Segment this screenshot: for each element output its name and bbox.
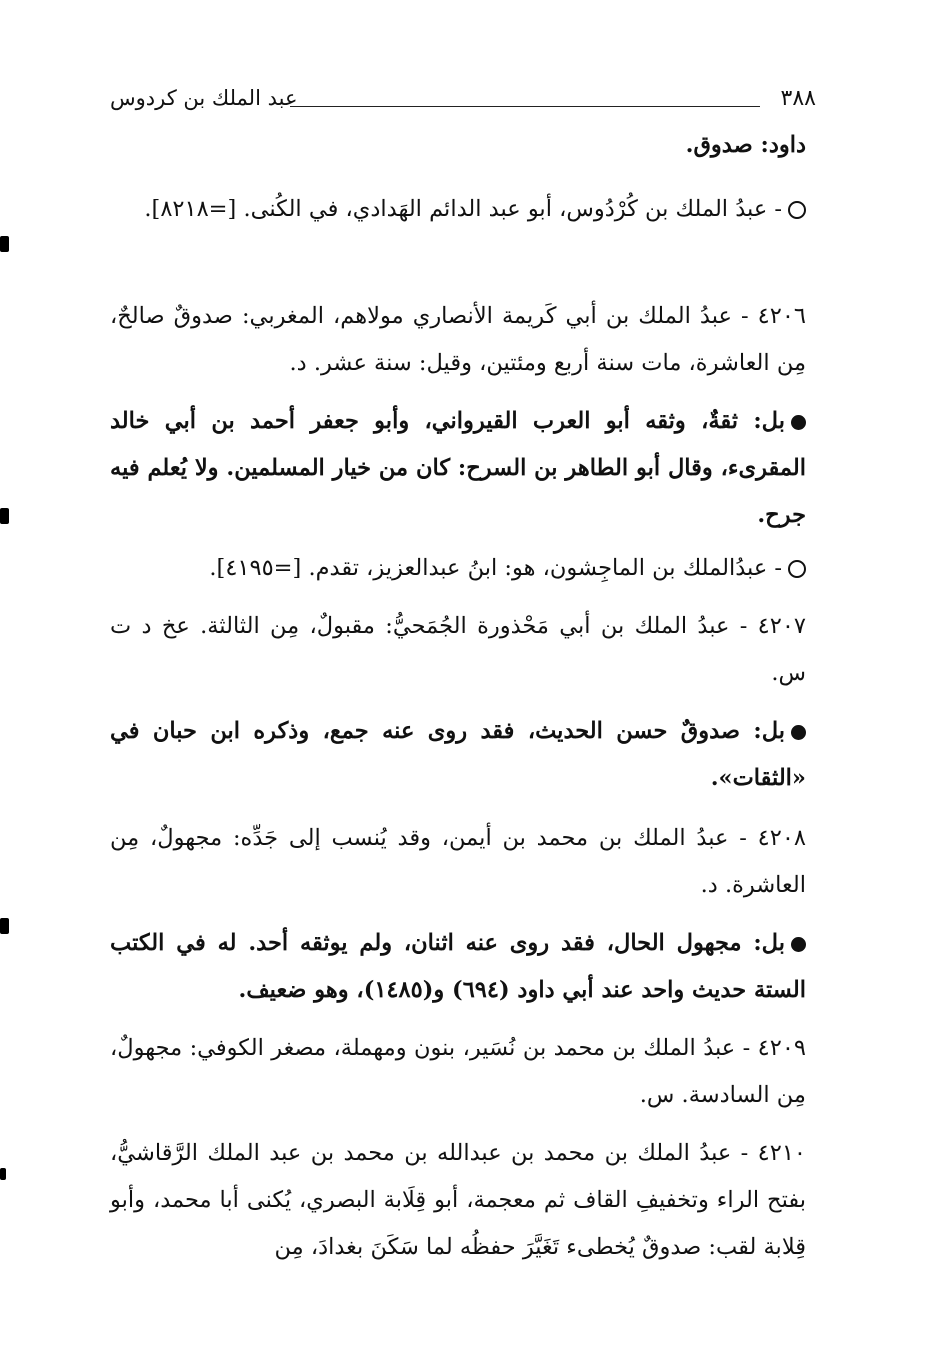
continued-text: داود: صدوق. <box>685 132 806 158</box>
filled-circle-icon <box>791 725 806 740</box>
scan-edge-mark <box>0 508 9 524</box>
comment-text: بل: ثقةٌ، وثقه أبو العرب القيرواني، وأبو جعفر أحمد بن أبي خالد المقرىء، وقال أبو الطاهر بن السرح: كان من خيار المسلمين. ولا يُعلم فيه جرح. <box>110 408 806 528</box>
comment-4207 <box>110 708 806 802</box>
entry-text: ٤٢٠٦ - عبدُ الملك بن أبي كَريمة الأنصاري مولاهم، المغربي: صدوقٌ صالحٌ، مِن العاشرة، مات سنة أربع ومئتين، وقيل: سنة عشر. د. <box>110 303 806 376</box>
page-number: ٣٨٨ <box>780 86 816 111</box>
open-circle-icon <box>788 560 806 578</box>
open-circle-icon <box>788 201 806 219</box>
scan-edge-mark <box>0 236 9 252</box>
scan-edge-mark <box>0 1168 6 1180</box>
comment-4206 <box>110 398 806 539</box>
entry-4207 <box>110 603 806 697</box>
entry-text: ٤٢٠٩ - عبدُ الملك بن محمد بن نُسَير، بنون ومهملة، مصغر الكوفي: مجهولٌ، مِن السادسة. س. <box>110 1035 806 1108</box>
entry-4210 <box>110 1130 806 1271</box>
comment-4208 <box>110 920 806 1014</box>
cross-reference-kurdus <box>110 186 806 233</box>
cross-reference-text: - عبدُ الملك بن كُرْدُوس، أبو عبد الدائم الهَدادي، في الكُنى. [=٨٢١٨]. <box>144 196 782 222</box>
running-title: عبد الملك بن كردوس <box>110 86 298 110</box>
entry-4208 <box>110 815 806 909</box>
filled-circle-icon <box>791 415 806 430</box>
entry-text: ٤٢١٠ - عبدُ الملك بن محمد بن عبدالله بن محمد بن عبد الملك الرَّقاشيُّ، بفتح الراء وتخفيفِ القاف ثم معجمة، أبو قِلَابة البصري، يُكنى أبا محمد، وأبو قِلابة لقب: صدوقٌ يُخطىء تَغَيَّرَ حفظُه لما سَكَنَ بغدادَ، مِن <box>110 1140 806 1260</box>
comment-text: بل: مجهول الحال، فقد روى عنه اثنان، ولم يوثقه أحد. له في الكتب الستة حديث واحد عند أبي داود (٦٩٤) و(١٤٨٥)، وهو ضعيف. <box>110 930 806 1003</box>
entry-4206 <box>110 293 806 387</box>
entry-text: ٤٢٠٧ - عبدُ الملك بن أبي مَحْذورة الجُمَحيُّ: مقبولٌ، مِن الثالثة. عخ د ت س. <box>110 613 806 686</box>
comment-text: بل: صدوقٌ حسن الحديث، فقد روى عنه جمع، وذكره ابن حبان في «الثقات». <box>110 718 806 791</box>
entry-4209 <box>110 1025 806 1119</box>
entry-text: ٤٢٠٨ - عبدُ الملك بن محمد بن أيمن، وقد يُنسب إلى جَدِّه: مجهولٌ، مِن العاشرة. د. <box>110 825 806 898</box>
page-header <box>110 86 816 120</box>
cross-reference-text: - عبدُالملك بن الماجِشون، هو: ابنُ عبدالعزيز، تقدم. [=٤١٩٥]. <box>209 555 782 581</box>
header-rule <box>290 106 760 107</box>
filled-circle-icon <box>791 937 806 952</box>
cross-reference-majishun <box>110 545 806 592</box>
scan-edge-mark <box>0 918 9 934</box>
